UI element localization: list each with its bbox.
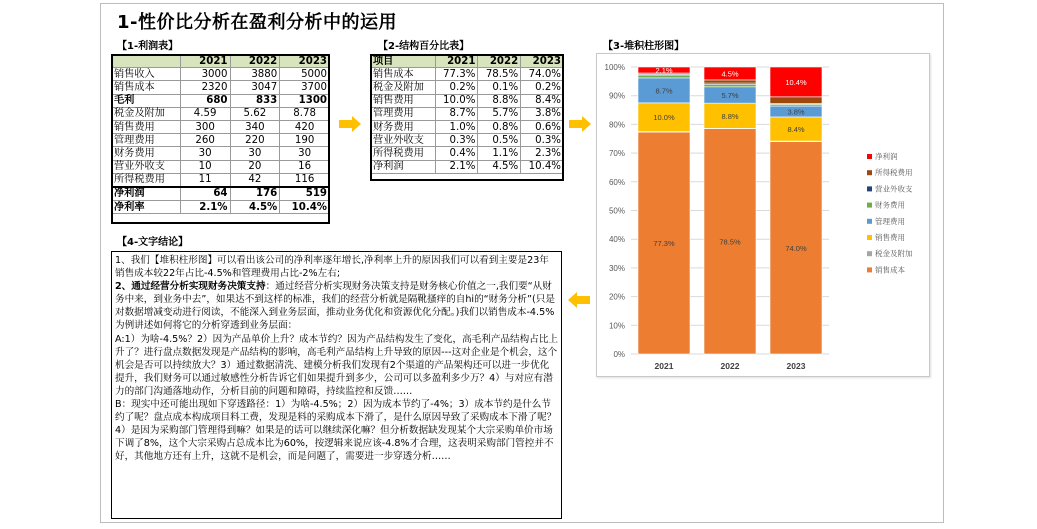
conclusion-paragraph	[115, 280, 558, 332]
column-header: 项目	[371, 55, 436, 68]
structure-percent-table	[370, 54, 564, 174]
table-row	[112, 68, 330, 81]
y-tick-label: 100%	[604, 63, 625, 72]
y-tick-label: 20%	[608, 292, 625, 302]
y-tick-label: 40%	[608, 235, 625, 245]
data-label: 8.7%	[655, 86, 673, 96]
table-cell: 300	[180, 120, 230, 133]
table-cell: 0.2%	[435, 81, 478, 94]
table-row	[371, 134, 564, 147]
table-cell: 519	[280, 187, 330, 201]
table-row	[371, 107, 564, 120]
table-row	[112, 107, 330, 120]
table-cell: 190	[280, 134, 330, 147]
table-cell: 10.0%	[435, 94, 478, 107]
table-row	[112, 81, 330, 94]
table-row	[371, 147, 564, 160]
data-label: 8.8%	[721, 111, 739, 121]
table-row	[112, 120, 330, 133]
row-label: 销售费用	[112, 120, 181, 133]
conclusion-paragraph	[115, 398, 558, 463]
conclusion-paragraph	[115, 254, 558, 280]
table-cell: 1.1%	[478, 147, 521, 160]
data-label: 2.1%	[655, 66, 673, 76]
bar-segment	[704, 80, 756, 83]
row-label: 销售成本	[112, 81, 181, 94]
table-cell: 8.7%	[435, 107, 478, 120]
table-cell: 10.4%	[280, 201, 330, 214]
legend-swatch	[867, 251, 872, 256]
table-cell: 3047	[230, 81, 280, 94]
table-cell: 16	[280, 160, 330, 173]
stacked-bar-chart-container	[596, 53, 930, 377]
row-label: 管理费用	[112, 134, 181, 147]
bar-segment	[704, 85, 756, 87]
table-header-row	[371, 55, 564, 68]
row-label: 净利润	[112, 187, 181, 201]
table-cell: 4.5%	[478, 160, 521, 173]
table-cell: 2.1%	[180, 201, 230, 214]
arrow-left-icon	[568, 292, 592, 308]
table-cell: 64	[180, 187, 230, 201]
data-label: 77.3%	[653, 239, 675, 249]
table-cell: 116	[280, 173, 330, 187]
table-cell: 8.8%	[478, 94, 521, 107]
table-cell: 5.62	[230, 107, 280, 120]
row-label: 净利润	[371, 160, 436, 173]
row-label: 所得税费用	[371, 147, 436, 160]
row-label: 管理费用	[371, 107, 436, 120]
table-header-row	[112, 55, 330, 68]
table-row	[112, 187, 330, 201]
data-label: 74.0%	[785, 243, 807, 253]
column-header	[112, 55, 181, 68]
table-row	[112, 160, 330, 173]
table-cell: 11	[180, 173, 230, 187]
table-cell: 5.7%	[478, 107, 521, 120]
table-cell: 3.8%	[521, 107, 564, 120]
legend-swatch	[867, 154, 872, 159]
table-cell: 1300	[280, 94, 330, 107]
legend-label: 税金及附加	[875, 249, 913, 259]
table-cell: 420	[280, 120, 330, 133]
legend-label: 所得税费用	[875, 168, 913, 178]
y-tick-label: 10%	[608, 321, 625, 331]
table-cell: 680	[180, 94, 230, 107]
table-cell: 176	[230, 187, 280, 201]
table-cell: 2.1%	[435, 160, 478, 173]
table-cell: 260	[180, 134, 230, 147]
legend-label: 净利润	[875, 152, 898, 161]
table-cell: 3880	[230, 68, 280, 81]
legend-label: 销售成本	[875, 265, 905, 275]
row-label: 税金及附加	[371, 81, 436, 94]
data-label: 4.5%	[721, 69, 739, 79]
table-cell: 74.0%	[521, 68, 564, 81]
row-label: 财务费用	[371, 120, 436, 133]
legend-label: 管理费用	[875, 216, 905, 226]
data-label: 78.5%	[719, 237, 741, 247]
section4-label: 【4-文字结论】	[117, 237, 189, 248]
data-label: 5.7%	[721, 90, 739, 100]
y-tick-label: 90%	[608, 91, 625, 101]
table-row	[112, 173, 330, 187]
conclusion-text: B：现实中还可能出现如下穿透路径：1）为啥-4.5%；2）因为成本节约了-4%；3）成本节约是什么节约了呢？盘点成本构成项目料工费，发现是料的采购成本下滑了，是什么原因导致了采购成本下滑了呢？4）是因为采购部门管理得到嘛？如果是的话可以继续深化嘛？但分析数据缺发现某个大宗采购单价市场下调了8%，这个大宗采购占总成本比为60%，按逻辑来说应该-4.8%才合理，这表明采购部门管控并不好，其他地方还有上升，这就不是机会，而是问题了，需要进一步穿透分析……	[115, 399, 557, 463]
legend-swatch	[867, 219, 872, 224]
table-row	[371, 94, 564, 107]
text-conclusion-box	[111, 251, 562, 519]
column-header: 2022	[230, 55, 280, 68]
table-cell: 2.3%	[521, 147, 564, 160]
legend-label: 营业外收支	[875, 184, 913, 194]
table-cell: 5000	[280, 68, 330, 81]
table-row	[112, 134, 330, 147]
table-cell: 30	[280, 147, 330, 160]
table-cell: 30	[230, 147, 280, 160]
y-tick-label: 70%	[608, 149, 625, 159]
page-title: 1-性价比分析在盈利分析中的运用	[117, 12, 397, 33]
row-label: 营业外收支	[371, 134, 436, 147]
section3-label: 【3-堆积柱形图】	[603, 41, 685, 52]
table-cell: 10.4%	[521, 160, 564, 173]
table-cell: 3700	[280, 81, 330, 94]
table-cell: 0.5%	[478, 134, 521, 147]
table-cell: 78.5%	[478, 68, 521, 81]
section1-label: 【1-利润表】	[117, 41, 179, 52]
table-cell: 4.59	[180, 107, 230, 120]
row-label: 销售费用	[371, 94, 436, 107]
section2-label: 【2-结构百分比表】	[378, 41, 470, 52]
y-tick-label: 30%	[608, 263, 625, 273]
table-cell: 4.5%	[230, 201, 280, 214]
table-cell: 42	[230, 173, 280, 187]
data-label: 10.4%	[785, 77, 807, 87]
y-tick-label: 50%	[608, 206, 625, 216]
table-row	[112, 94, 330, 107]
x-tick-label: 2022	[720, 361, 740, 371]
table-row	[112, 201, 330, 214]
conclusion-bold: 2、通过经营分析实现财务决策支持	[115, 281, 266, 293]
table-cell: 77.3%	[435, 68, 478, 81]
table-cell: 0.8%	[478, 120, 521, 133]
bar-segment	[638, 75, 690, 78]
row-label: 销售收入	[112, 68, 181, 81]
table-cell: 0.3%	[435, 134, 478, 147]
table-cell: 220	[230, 134, 280, 147]
table-row	[371, 120, 564, 133]
table-row	[371, 68, 564, 81]
table-cell: 340	[230, 120, 280, 133]
conclusion-paragraph	[115, 333, 558, 398]
legend-swatch	[867, 267, 872, 272]
data-label: 8.4%	[787, 124, 805, 134]
legend-swatch	[867, 235, 872, 240]
data-label: 3.8%	[787, 107, 805, 117]
conclusion-text: A:1）为啥-4.5%？2）因为产品单价上升？成本节约？因为产品结构发生了变化，高毛利产品结构占比上升了？进行盘点数据发现是产品结构的影响，高毛利产品结构上升导致的原因---这对企业是个机会，这个机会是否可以持续放大？3）通过数据清洗、建模分析我们发现有2个渠道的产品架构还可以进一步优化提升，我们财务可以通过敏感性分析告诉它们如果提升到多少，公司可以多盈利多少万？4）与对应有潜力的部门沟通落地动作，分析目前的问题和障碍，持续监控和反馈……	[115, 333, 559, 397]
y-tick-label: 60%	[608, 177, 625, 187]
income-statement-table	[111, 54, 330, 214]
row-label: 所得税费用	[112, 173, 181, 187]
table-cell: 10	[180, 160, 230, 173]
table-row	[112, 147, 330, 160]
row-label: 毛利	[112, 94, 181, 107]
row-label: 财务费用	[112, 147, 181, 160]
table-cell: 1.0%	[435, 120, 478, 133]
table-cell: 30	[180, 147, 230, 160]
arrow-right-icon	[569, 116, 593, 132]
table-cell: 3000	[180, 68, 230, 81]
column-header: 2023	[280, 55, 330, 68]
bar-segment	[770, 97, 822, 104]
legend-swatch	[867, 203, 872, 208]
table-cell: 0.6%	[521, 120, 564, 133]
legend-swatch	[867, 170, 872, 175]
column-header: 2023	[521, 55, 564, 68]
table-cell: 8.78	[280, 107, 330, 120]
table-row	[371, 160, 564, 173]
column-header: 2022	[478, 55, 521, 68]
column-header: 2021	[435, 55, 478, 68]
row-label: 营业外收支	[112, 160, 181, 173]
legend-label: 销售费用	[875, 233, 905, 242]
data-label: 10.0%	[653, 113, 675, 123]
table-cell: 8.4%	[521, 94, 564, 107]
table-cell: 0.1%	[478, 81, 521, 94]
column-header: 2021	[180, 55, 230, 68]
legend-label: 财务费用	[875, 200, 905, 210]
conclusion-text: 1、我们【堆积柱形图】可以看出该公司的净利率逐年增长,净利率上升的原因我们可以看到主要是23年销售成本较22年占比-4.5%和管理费用占比-2%左右;	[115, 255, 549, 280]
table-cell: 0.4%	[435, 147, 478, 160]
legend-swatch	[867, 186, 872, 191]
y-tick-label: 0%	[613, 350, 625, 359]
row-label: 税金及附加	[112, 107, 181, 120]
table-cell: 833	[230, 94, 280, 107]
table-cell: 0.3%	[521, 134, 564, 147]
x-tick-label: 2021	[654, 361, 674, 371]
table-row	[371, 81, 564, 94]
conclusion-text: ：通过经营分析实现财务决策支持是财务核心价值之一,我们要“从财务中来，到业务中去”，如果达不到这样的标准，我们的经营分析就是隔靴搔痒的自hi的“财务分析”(只是对数据增减变动进行阅读，不能深入到业务层面，推动业务优化和资源优化分配。)我们以销售成本-4.5%为例讲述如何将它的分析穿透到业务层面：	[115, 281, 555, 332]
stacked-bar-chart	[597, 54, 929, 376]
y-tick-label: 80%	[608, 120, 625, 130]
table-cell: 2320	[180, 81, 230, 94]
arrow-right-icon	[339, 116, 363, 132]
table-cell: 20	[230, 160, 280, 173]
row-label: 净利率	[112, 201, 181, 214]
row-label: 销售成本	[371, 68, 436, 81]
x-tick-label: 2023	[786, 361, 806, 371]
table-cell: 0.2%	[521, 81, 564, 94]
